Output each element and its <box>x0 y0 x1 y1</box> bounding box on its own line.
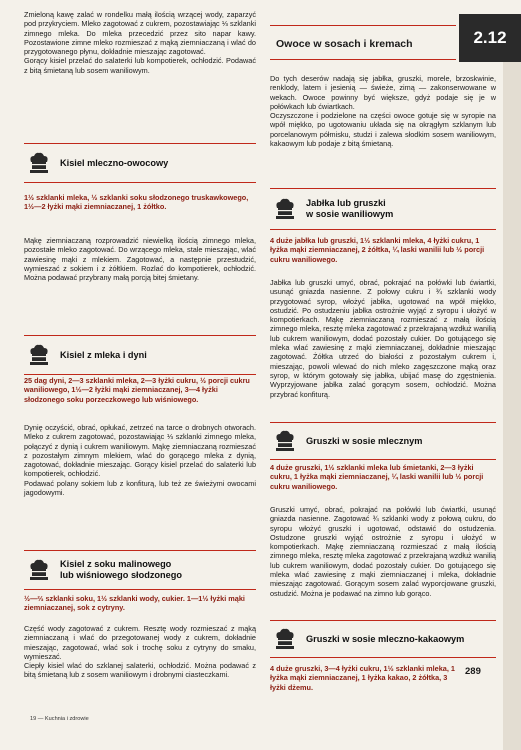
recipe-instructions: Dynię oczyścić, obrać, opłukać, zetrzeć na tarce o drobnych otworach. Mleko z cukrem zagotować, pozostawiając ⅓ szklanki zimnego mleka, połączyć z dynią i cukrem waniliowym. Mąkę ziemniaczaną rozmieszać z pozostałym zimnym mlekiem, wlać do gorącego mleka z dynią, zagotować, dokładnie mieszając. Gorący kisiel przelać do salaterki lub kompotierek, ochłodzić. Podawać polany sokiem lub z konfiturą, lub też ze świeżymi owocami jagodowymi. <box>24 423 256 498</box>
recipe-instructions: Mąkę ziemniaczaną rozprowadzić niewielką ilością zimnego mleka, pozostałe mleko zagotować. Do wrzącego mleka, stale mieszając, wlać zawiesinę mąki z mlekiem. Zagotować, a następnie przestudzić, wymieszać z sokiem i z żółtkiem. Rozlać do kompotierek, ochłodzić. Można podawać przybrany małą porcją bitej śmietany. <box>24 236 256 283</box>
recipe-ingredients: 1½ szklanki mleka, ½ szklanki soku słodzonego truskawkowego, 1½—2 łyżki mąki ziemniaczanej, 1 żółtko. <box>24 193 249 212</box>
recipe-ingredients: 4 duże jabłka lub gruszki, 1½ szklanki mleka, 4 łyżki cukru, 1 łyżka mąki ziemniaczanej, 2 żółtka, ¼ laski wanilii lub ½ porcji cukru waniliowego. <box>270 236 485 264</box>
chef-hat-icon <box>272 196 298 222</box>
recipe-title: Kisiel z mleka i dyni <box>60 349 147 360</box>
recipe-ingredients: ½—⅔ szklanki soku, 1½ szklanki wody, cukier. 1—1½ łyżki mąki ziemniaczanej, sok z cytryny. <box>24 594 245 613</box>
page-number: 289 <box>465 666 481 677</box>
recipe-title: Gruszki w sosie mleczno-kakaowym <box>306 633 465 644</box>
recipe-ingredients: 4 duże gruszki, 1½ szklanki mleka lub śmietanki, 2—3 łyżki cukru, 1 łyżka mąki ziemniaczanej, ¼ laski wanilii lub ½ porcji cukru waniliowego. <box>270 463 484 491</box>
page-footer: 19 — Kuchnia i zdrowie <box>30 716 89 722</box>
recipe-ingredients: 4 duże gruszki, 3—4 łyżki cukru, 1½ szklanki mleka, 1 łyżka mąki ziemniaczanej, 1 łyżka kakao, 2 żółtka, 3 łyżki dżemu. <box>270 664 455 692</box>
recipe-instructions: Część wody zagotować z cukrem. Resztę wody rozmieszać z mąką ziemniaczaną i wlać do przegotowanej wody z cukrem, dokładnie mieszając, zagotować, wlać sok i trochę soku z cytryny do smaku, wymieszać. Ciepły kisiel wlać do szklanej salaterki, ochłodzić. Można podawać z bitą śmietaną lub z sosem waniliowym i drobnymi ciasteczkami. <box>24 624 256 680</box>
recipe-header <box>24 143 256 183</box>
recipe-title: Kisiel z soku malinowego lub wiśniowego słodzonego <box>60 559 182 580</box>
section-rule <box>270 59 456 60</box>
chef-hat-icon <box>26 342 52 368</box>
recipe-header <box>24 550 256 590</box>
chef-hat-icon <box>26 557 52 583</box>
recipe-header <box>24 335 256 375</box>
recipe-header <box>270 188 496 230</box>
recipe-instructions: Gruszki umyć, obrać, pokrajać na połówki lub ćwiartki, usunąć gniazda nasienne. Zagotować ¾ szklanki wody z połową cukru, do syropu włożyć gruszki i ugotować, odstawić do ostudzenia. Ostudzone gruszki wyjąć ostrożnie z syropu i ułożyć w kompotierkach. Mąkę ziemniaczaną rozmieszać z małą ilością zimnego mleka, resztę mleka zagotować z przekrajaną wzdłuż wanilią lub cukrem waniliowym, dodać pozostały cukier. Do gotującego się mleka wlać zawiesinę z mąki ziemniaczanej i mleka, dokładnie mieszając zagotować. Gorącym sosem zalać wyporcjowane gruszki, ostudzić. Można je podawać na zimno lub gorąco. <box>270 505 496 598</box>
chef-hat-icon <box>26 150 52 176</box>
section-rule <box>270 25 456 26</box>
page-edge-strip <box>503 62 521 750</box>
recipe-header <box>270 620 496 658</box>
chapter-badge: 2.12 <box>459 14 521 62</box>
chef-hat-icon <box>272 428 298 454</box>
recipe-ingredients: 25 dag dyni, 2—3 szklanki mleka, 2—3 łyżki cukru, ½ porcji cukru waniliowego, 1½—2 łyżki mąki ziemniaczanej, 3—4 łyżki słodzonego soku porzeczkowego lub wiśniowego. <box>24 376 250 404</box>
recipe-header <box>270 422 496 460</box>
section-title: Owoce w sosach i kremach <box>276 38 413 50</box>
recipe-title: Kisiel mleczno-owocowy <box>60 157 169 168</box>
recipe-instructions: Jabłka lub gruszki umyć, obrać, pokrajać na połówki lub ćwiartki, usunąć gniazda nasienne. Z połowy cukru i ¾ szklanki wody przygotować syrop, włożyć jabłka, ugotować na wpół miękko, ostudzić. Po ostudzeniu jabłka ostrożnie wyjąć z syropu i ułożyć w kompotierkach. Mąkę ziemniaczaną rozmieszać z małą ilością zimnego mleka, resztę mleka zagotować z przekrajaną wzdłuż wanilią lub cukrem waniliowym, dodać pozostały cukier. Do gotującego się mleka wlać zawiesinę z mąki ziemniaczanej, dokładnie mieszając zagotować. Żółtka utrzeć do białości z pozostałym cukrem i, mieszając, powoli wlewać do nich mleko zagęszczone mąką oraz syrop, w którym gotowały się jabłka, ubijać masę do zgęstnienia. Wyprzyjowane jabłka zalać gorącym sosem, ochłodzić. Można przybrać konfiturą. <box>270 278 496 399</box>
intro-text: Zmieloną kawę zalać w rondelku małą ilością wrzącej wody, zaparzyć pod przykryciem. Mleko zagotować z cukrem, pozostawiając ⅓ szklanki zimnego mleka. Do mleka przecedzić przez sito napar kawy. Pozostawione zimne mleko rozmieszać z mąką ziemniaczaną i wlać do przygotowanego płynu, dokładnie mieszając zagotować. Gorący kisiel przelać do salaterki lub kompotierek, ochłodzić. Podawać z bitą śmietaną lub sosem waniliowym. <box>24 10 256 75</box>
recipe-title: Jabłka lub gruszki w sosie waniliowym <box>306 198 394 219</box>
section-intro: Do tych deserów nadają się jabłka, gruszki, morele, brzoskwinie, renklody, latem i jesienią — świeże, zimą — zakonserwowane w wekach. Owoce powinny być większe, gdyż podaje się je w połówkach lub ćwiartkach. Oczyszczone i podzielone na części owoce gotuje się w syropie na wpół miękko, po ugotowaniu układa się na okrągłym szklanym lub porcelanowym półmisku, studzi i zalewa słodkim sosem waniliowym, kakaowym lub podaje z bitą śmietaną. <box>270 74 496 149</box>
recipe-title: Gruszki w sosie mlecznym <box>306 435 423 446</box>
chef-hat-icon <box>272 626 298 652</box>
